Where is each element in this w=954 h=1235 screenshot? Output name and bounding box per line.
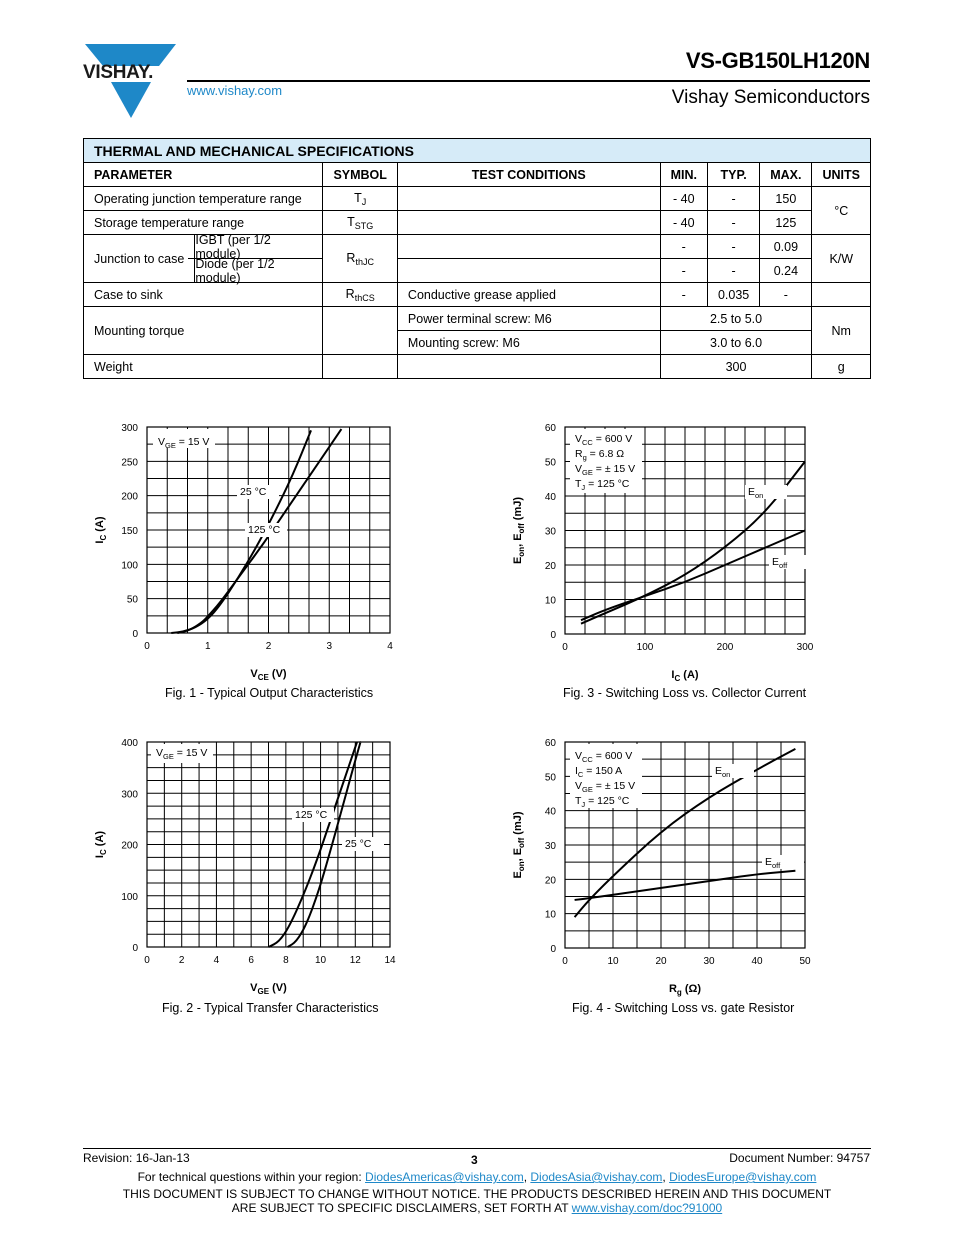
max: 0.24 — [760, 259, 812, 283]
annotation-line: $V_{CC} = 600$ V — [575, 750, 633, 764]
symbol — [323, 307, 397, 355]
table-row — [84, 307, 871, 331]
param: Case to sink — [84, 283, 323, 307]
condition — [397, 355, 660, 379]
max: 150 — [760, 187, 812, 211]
min: - 40 — [660, 187, 707, 211]
conditions-annotation — [151, 744, 213, 763]
typ: - — [707, 211, 759, 235]
condition — [397, 259, 660, 283]
condition — [397, 235, 660, 259]
x-tick-label: 2 — [178, 955, 185, 966]
fig3-switching-loss-current-chart — [495, 415, 825, 685]
annotation-line: $V_{GE} = 15$ V — [158, 436, 210, 450]
x-tick-label: 3 — [326, 641, 333, 652]
y-tick-label: 0 — [550, 944, 556, 955]
col-header: TYP. — [707, 163, 759, 187]
condition: Conductive grease applied — [397, 283, 660, 307]
document-number: Document Number: 94757 — [729, 1151, 870, 1165]
fig4-caption: Fig. 4 - Switching Loss vs. gate Resistor — [572, 1001, 795, 1015]
typ: - — [707, 259, 759, 283]
disclaimer-line-1: THIS DOCUMENT IS SUBJECT TO CHANGE WITHOUT NOTICE. THE PRODUCTS DESCRIBED HEREIN AND THIS DOCUMENT — [122, 1187, 832, 1201]
x-axis-label: $V_{CE}$ (V) — [250, 668, 287, 682]
table-header-row — [84, 163, 871, 187]
typ: 0.035 — [707, 283, 759, 307]
max: 0.09 — [760, 235, 812, 259]
company-name: Vishay Semiconductors — [671, 87, 870, 108]
conditions-annotation — [570, 744, 642, 809]
annotation-line: $V_{GE} = 15$ V — [156, 747, 208, 761]
units: °C — [812, 187, 871, 235]
symbol: $R_{thCS}$ — [323, 283, 397, 307]
symbol: $R_{thJC}$ — [323, 235, 397, 283]
annotation-line: $T_J = 125$ °C — [575, 795, 630, 809]
x-tick-label: 8 — [283, 955, 289, 966]
x-tick-label: 200 — [716, 642, 734, 653]
x-axis-label: $I_C$ (A) — [671, 669, 699, 683]
x-tick-label: 30 — [703, 956, 715, 967]
x-tick-label: 300 — [796, 642, 814, 653]
y-tick-label: 40 — [544, 806, 556, 818]
series-label: 25 °C — [345, 838, 372, 850]
email-asia-link[interactable]: DiodesAsia@vishay.com — [530, 1170, 663, 1184]
series-label: $E_{off}$ — [772, 556, 788, 570]
y-tick-label: 30 — [544, 526, 556, 538]
x-tick-label: 50 — [799, 956, 811, 967]
symbol: $T_{STG}$ — [323, 211, 397, 235]
value: 2.5 to 5.0 — [660, 307, 812, 331]
y-tick-label: 50 — [544, 772, 556, 784]
y-tick-label: 40 — [544, 492, 556, 503]
y-tick-label: 100 — [121, 560, 138, 572]
thermal-mechanical-spec-table — [83, 138, 871, 379]
series-label: $E_{on}$ — [748, 486, 764, 500]
param: Storage temperature range — [84, 211, 323, 235]
y-tick-label: 150 — [121, 526, 138, 537]
y-tick-label: 250 — [121, 457, 138, 469]
typ: - — [707, 235, 759, 259]
y-tick-label: 100 — [121, 891, 138, 903]
fig2-caption: Fig. 2 - Typical Transfer Characteristics — [162, 1001, 379, 1015]
typ: - — [707, 187, 759, 211]
x-tick-label: 12 — [349, 955, 361, 966]
symbol: $T_J$ — [323, 187, 397, 211]
email-americas-link[interactable]: DiodesAmericas@vishay.com — [365, 1170, 524, 1184]
y-tick-label: 0 — [132, 629, 138, 640]
y-axis-label: $I_C$ (A) — [94, 830, 108, 859]
x-tick-label: 0 — [144, 955, 150, 966]
series-line — [581, 531, 805, 621]
fig1-caption: Fig. 1 - Typical Output Characteristics — [165, 686, 374, 700]
units: K/W — [812, 235, 871, 283]
series-label: 25 °C — [240, 486, 267, 498]
y-tick-label: 10 — [544, 595, 556, 607]
condition: Mounting screw: M6 — [397, 331, 660, 355]
y-tick-label: 10 — [544, 909, 556, 921]
x-tick-label: 10 — [315, 955, 327, 966]
x-tick-label: 0 — [562, 956, 568, 967]
website-link[interactable]: www.vishay.com — [187, 83, 283, 98]
annotation-line: $I_C = 150$ A — [575, 765, 623, 779]
x-tick-label: 4 — [387, 641, 393, 652]
footer-rule — [83, 1148, 871, 1149]
col-header: TEST CONDITIONS — [397, 163, 660, 187]
x-tick-label: 0 — [144, 641, 150, 652]
conditions-annotation — [153, 429, 215, 450]
series-label: $E_{off}$ — [765, 856, 781, 870]
conditions-annotation — [570, 429, 642, 493]
table-row — [84, 283, 871, 307]
x-tick-label: 100 — [636, 642, 654, 653]
y-tick-label: 60 — [544, 738, 556, 749]
y-tick-label: 400 — [121, 738, 138, 749]
table-row — [84, 235, 871, 259]
condition — [397, 187, 660, 211]
condition: Power terminal screw: M6 — [397, 307, 660, 331]
disclaimer-line-2: ARE SUBJECT TO SPECIFIC DISCLAIMERS, SET FORTH AT www.vishay.com/doc?91000 — [231, 1201, 723, 1215]
contact-line: For technical questions within your region: DiodesAmericas@vishay.com, DiodesAsia@vishay.com, DiodesEurope@vishay.com — [137, 1170, 817, 1184]
symbol — [323, 355, 397, 379]
y-axis-label: $I_C$ (A) — [94, 516, 108, 544]
y-tick-label: 20 — [544, 561, 556, 572]
value: 3.0 to 6.0 — [660, 331, 812, 355]
email-europe-link[interactable]: DiodesEurope@vishay.com — [669, 1170, 817, 1184]
series-label: $E_{on}$ — [715, 765, 731, 779]
table-row — [84, 187, 871, 211]
y-tick-label: 30 — [544, 841, 556, 852]
series-label: 125 °C — [295, 809, 328, 821]
series-line — [171, 430, 311, 633]
annotation-line: $V_{GE}$ = ± 15 V — [575, 463, 636, 477]
fig3-caption: Fig. 3 - Switching Loss vs. Collector Current — [563, 686, 807, 700]
annotation-line: $T_J = 125$ °C — [575, 478, 630, 492]
min: - — [660, 235, 707, 259]
y-tick-label: 50 — [126, 594, 138, 606]
x-tick-label: 40 — [751, 956, 763, 967]
units: Nm — [812, 307, 871, 355]
annotation-line: $R_g = 6.8$ Ω — [575, 448, 625, 462]
y-tick-label: 300 — [121, 789, 138, 801]
disclaimer-link[interactable]: www.vishay.com/doc?91000 — [571, 1201, 723, 1215]
condition — [397, 211, 660, 235]
y-axis-label: $E_{on}$, $E_{off}$ (mJ) — [512, 811, 526, 879]
y-axis-label: $E_{on}$, $E_{off}$ (mJ) — [512, 496, 526, 565]
col-header: MAX. — [760, 163, 812, 187]
param: Operating junction temperature range — [84, 187, 323, 211]
fig4-switching-loss-gate-resistor-chart — [495, 730, 825, 1000]
y-tick-label: 0 — [550, 630, 556, 641]
revision: Revision: 16-Jan-13 — [83, 1151, 190, 1165]
units: g — [812, 355, 871, 379]
table-title: THERMAL AND MECHANICAL SPECIFICATIONS — [84, 139, 871, 163]
min: - — [660, 259, 707, 283]
x-axis-label: $V_{GE}$ (V) — [250, 982, 287, 996]
y-tick-label: 200 — [121, 491, 138, 503]
col-header: PARAMETER — [84, 163, 323, 187]
x-tick-label: 14 — [384, 955, 396, 966]
igbt-label: IGBT (per 1/2 module) — [195, 235, 322, 259]
y-tick-label: 20 — [544, 875, 556, 887]
fig2-transfer-characteristics-chart — [90, 730, 410, 1000]
param: Mounting torque — [84, 307, 323, 355]
series-label: 125 °C — [248, 524, 281, 536]
min: - 40 — [660, 211, 707, 235]
col-header: UNITS — [812, 163, 871, 187]
max: - — [760, 283, 812, 307]
x-tick-label: 4 — [213, 955, 220, 966]
units — [812, 283, 871, 307]
y-tick-label: 300 — [121, 423, 138, 434]
header-rule — [187, 80, 870, 82]
product-title: VS-GB150LH120N — [685, 48, 870, 73]
col-header: MIN. — [660, 163, 707, 187]
table-row — [84, 211, 871, 235]
col-header: SYMBOL — [323, 163, 397, 187]
page-number: 3 — [471, 1153, 478, 1167]
y-tick-label: 200 — [121, 840, 138, 852]
x-tick-label: 10 — [607, 956, 619, 967]
y-tick-label: 50 — [544, 457, 556, 469]
min: - — [660, 283, 707, 307]
annotation-line: $V_{CC} = 600$ V — [575, 433, 633, 447]
annotation-line: $V_{GE}$ = ± 15 V — [575, 780, 636, 794]
max: 125 — [760, 211, 812, 235]
value: 300 — [660, 355, 812, 379]
diode-label: Diode (per 1/2 module) — [195, 256, 275, 285]
x-tick-label: 6 — [248, 955, 254, 966]
y-tick-label: 0 — [132, 943, 138, 954]
param-junction-case: Junction to case IGBT (per 1/2 module) Diode (per 1/2 module) — [84, 235, 323, 283]
x-tick-label: 2 — [265, 641, 272, 652]
x-axis-label: $R_g$ (Ω) — [668, 983, 702, 997]
x-tick-label: 0 — [562, 642, 568, 653]
x-tick-label: 1 — [204, 641, 211, 652]
fig1-output-characteristics-chart — [90, 415, 410, 685]
table-row — [84, 355, 871, 379]
x-tick-label: 20 — [655, 956, 667, 967]
logo-text: VISHAY. — [83, 62, 154, 83]
param: Weight — [84, 355, 323, 379]
y-tick-label: 60 — [544, 423, 556, 434]
